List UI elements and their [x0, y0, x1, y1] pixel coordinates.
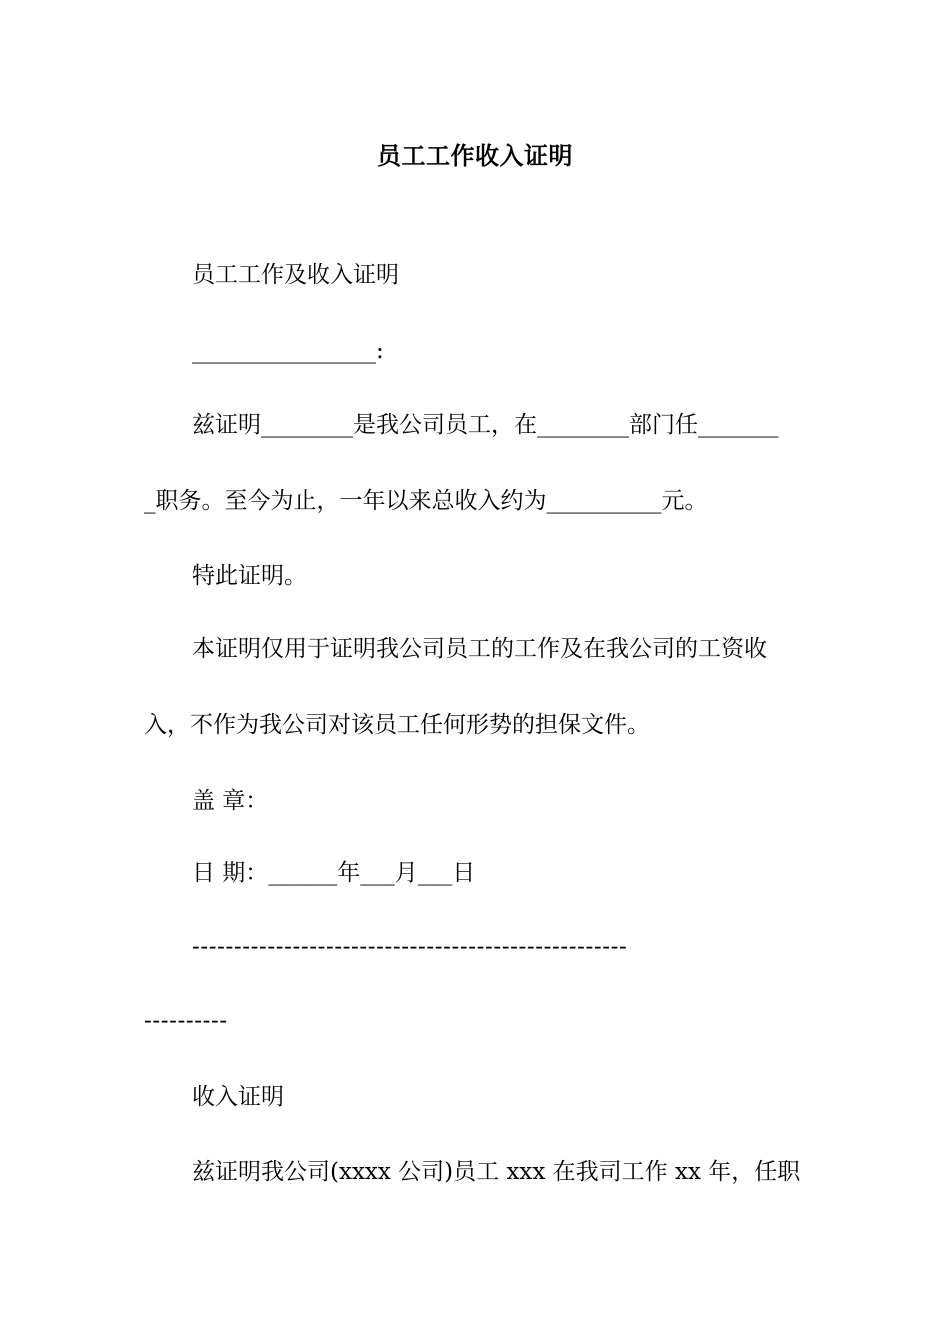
body-paragraph-line: _职务。至今为止，一年以来总收入约为__________元。	[144, 488, 708, 514]
body-paragraph-line: 入，不作为我公司对该员工任何形势的担保文件。	[144, 712, 650, 738]
seal-line: 盖 章：	[192, 788, 269, 814]
separator-line: ----------	[144, 1008, 228, 1034]
body-paragraph-line: 兹证明________是我公司员工，在________部门任_______	[192, 412, 779, 438]
separator-line: ----------------------------------------------------	[192, 934, 628, 960]
section-heading: 收入证明	[192, 1084, 284, 1110]
section-heading: 员工工作及收入证明	[192, 262, 399, 288]
document-title: 员工工作收入证明	[377, 141, 573, 170]
body-paragraph-line: 兹证明我公司(xxxx 公司)员工 xxx 在我司工作 xx 年，任职	[192, 1159, 801, 1185]
body-paragraph-line: 本证明仅用于证明我公司员工的工作及在我公司的工资收	[192, 636, 767, 662]
body-paragraph-line: 特此证明。	[192, 563, 307, 589]
date-line: 日 期：______年___月___日	[192, 860, 476, 886]
recipient-blank-line: ________________:	[192, 338, 384, 364]
